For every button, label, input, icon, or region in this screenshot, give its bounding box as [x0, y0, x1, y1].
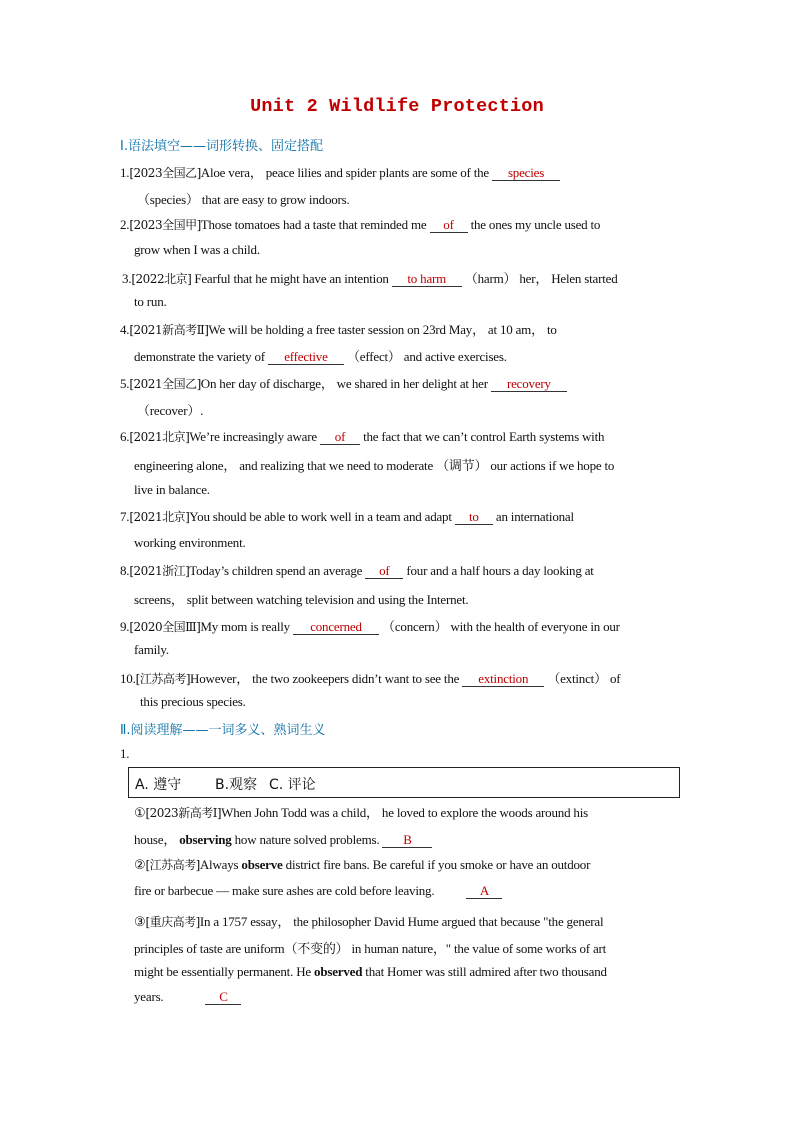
question-9-line-1: 9.[2020全国Ⅲ]My mom is really concerned （concern） with the health of everyone in our [120, 619, 620, 634]
question-3-line-2: to run. [134, 294, 167, 309]
question-10-line-2: this precious species. [140, 694, 246, 709]
question-4-line-1: 4.[2021新高考Ⅱ]We will be holding a free taster session on 23rd May， at 10 am， to [120, 322, 557, 337]
answer-blank-1[interactable]: species [492, 166, 560, 181]
question-8-line-2: screens， split between watching television and using the Internet. [134, 592, 469, 607]
question-5-line-1: 5.[2021全国乙]On her day of discharge， we shared in her delight at her recovery [120, 373, 567, 392]
question-9-line-2: family. [134, 642, 169, 657]
answer-blank-7[interactable]: to [455, 510, 493, 525]
option-a: A. 遵守 [135, 777, 182, 793]
question-10-line-1: 10.[江苏高考]However， the two zookeepers didn’t want to see the extinction （extinct） of [120, 671, 621, 686]
page-title: Unit 2 Wildlife Protection [250, 96, 544, 117]
answer-blank-r2[interactable]: A [466, 884, 502, 899]
answer-blank-2[interactable]: of [430, 218, 468, 233]
reading-item-3-line-1: ③[重庆高考]In a 1757 essay， the philosopher David Hume argued that because "the general [134, 914, 604, 929]
question-6-line-1: 6.[2021北京]We’re increasingly aware of the fact that we can’t control Earth systems with [120, 429, 605, 444]
answer-blank-3[interactable]: to harm [392, 272, 462, 287]
reading-item-2-line-2: fire or barbecue — make sure ashes are cold before leaving. A [134, 883, 502, 899]
question-8-line-1: 8.[2021浙江]Today’s children spend an average of four and a half hours a day looking at [120, 563, 594, 578]
answer-blank-6[interactable]: of [320, 430, 360, 445]
section-heading-grammar: Ⅰ.语法填空——词形转换、固定搭配 [120, 139, 323, 154]
question-4-line-2: demonstrate the variety of effective （effect） and active exercises. [134, 349, 507, 364]
answer-blank-r3[interactable]: C [205, 990, 241, 1005]
question-1-line-2: （species） that are easy to grow indoors. [137, 192, 350, 207]
question-3-line-1: 3.[2022北京] Fearful that he might have an intention to harm （harm） her， Helen started [122, 271, 618, 286]
question-5-line-2: （recover）. [137, 403, 204, 418]
option-c: C. 评论 [269, 777, 316, 793]
answer-blank-4[interactable]: effective [268, 350, 344, 365]
reading-item-3-line-3: might be essentially permanent. He observed that Homer was still admired after two thousand [134, 964, 607, 979]
answer-blank-10[interactable]: extinction [462, 672, 544, 687]
reading-number: 1. [120, 746, 130, 761]
answer-blank-r1[interactable]: B [382, 833, 432, 848]
question-1-line-1: 1.[2023全国乙]Aloe vera， peace lilies and spider plants are some of the species [120, 162, 560, 181]
question-6-line-2: engineering alone， and realizing that we need to moderate （调节） our actions if we hope to [134, 458, 615, 473]
reading-item-2-line-1: ②[江苏高考]Always observe district fire bans. Be careful if you smoke or have an outdoor [134, 857, 591, 872]
question-2-line-2: grow when I was a child. [134, 242, 260, 257]
section-heading-reading: Ⅱ.阅读理解——一词多义、熟词生义 [120, 723, 326, 738]
reading-item-1-line-1: ①[2023新高考Ⅰ]When John Todd was a child， he loved to explore the woods around his [134, 805, 588, 820]
reading-item-3-line-2: principles of taste are uniform（不变的） in human nature，" the value of some works of art [134, 941, 607, 956]
answer-blank-9[interactable]: concerned [293, 620, 379, 635]
reading-item-1-line-2: house， observing how nature solved problems. B [134, 829, 432, 848]
options-box [128, 767, 680, 798]
reading-item-3-line-4: years. C [134, 989, 241, 1005]
option-b: B.观察 [215, 777, 258, 793]
question-2-line-1: 2.[2023全国甲]Those tomatoes had a taste that reminded me of the ones my uncle used to [120, 217, 601, 232]
answer-blank-8[interactable]: of [365, 564, 403, 579]
question-7-line-1: 7.[2021北京]You should be able to work well in a team and adapt to an international [120, 509, 574, 524]
question-6-line-3: live in balance. [134, 482, 210, 497]
question-7-line-2: working environment. [134, 535, 246, 550]
answer-blank-5[interactable]: recovery [491, 377, 567, 392]
